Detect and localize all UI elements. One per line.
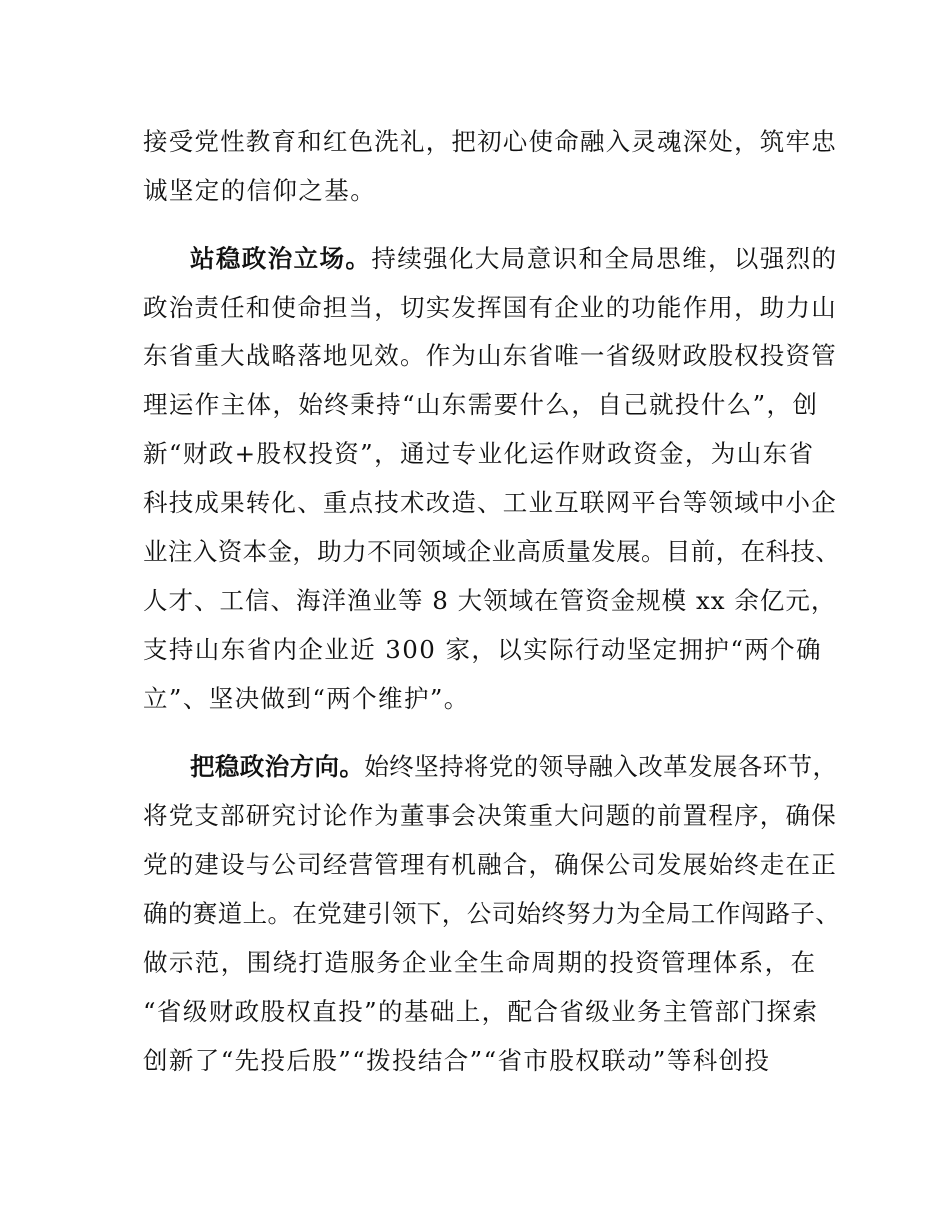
paragraph-2-line-8: 人才、工信、海洋渔业等 8 大领域在管资金规模 xx 余亿元， <box>143 586 837 615</box>
paragraph-2-line-1 <box>190 244 838 274</box>
paragraph-2-heading: 站稳政治立场。 <box>190 244 372 273</box>
paragraph-2-line-4: 理运作主体，始终秉持“山东需要什么，自己就投什么”，创 <box>143 390 819 419</box>
paragraph-3-heading: 把稳政治方向。 <box>190 752 365 781</box>
paragraph-3-line-6: “省级财政股权直投”的基础上，配合省级业务主管部门探索 <box>143 997 819 1026</box>
paragraph-2-line-2: 政治责任和使命担当，切实发挥国有企业的功能作用，助力山 <box>143 293 837 322</box>
paragraph-2-line-5: 新“财政+股权投资”，通过专业化运作财政资金，为山东省 <box>143 439 815 468</box>
paragraph-2-line-6: 科技成果转化、重点技术改造、工业互联网平台等领域中小企 <box>143 488 837 517</box>
paragraph-3-line-1 <box>190 752 837 782</box>
paragraph-3-line-3: 党的建设与公司经营管理有机融合，确保公司发展始终走在正 <box>143 850 837 879</box>
paragraph-2-line-1-text: 持续强化大局意识和全局思维，以强烈的 <box>371 244 838 273</box>
paragraph-3-line-4: 确的赛道上。在党建引领下，公司始终努力为全局工作闯路子、 <box>143 899 841 928</box>
paragraph-1-line-1: 接受党性教育和红色洗礼，把初心使命融入灵魂深处，筑牢忠 <box>143 127 837 156</box>
paragraph-2-line-3: 东省重大战略落地见效。作为山东省唯一省级财政股权投资管 <box>143 341 837 370</box>
paragraph-3-line-1-text: 始终坚持将党的领导融入改革发展各环节， <box>364 752 838 781</box>
paragraph-3-line-2: 将党支部研究讨论作为董事会决策重大问题的前置程序，确保 <box>143 801 837 830</box>
paragraph-2-line-7: 业注入资本金，助力不同领域企业高质量发展。目前，在科技、 <box>143 537 841 566</box>
paragraph-3-line-5: 做示范，围绕打造服务企业全生命周期的投资管理体系，在 <box>143 948 817 977</box>
paragraph-2-line-10: 立”、坚决做到“两个维护”。 <box>143 684 470 713</box>
paragraph-2-line-9: 支持山东省内企业近 300 家，以实际行动坚定拥护“两个确 <box>143 635 822 664</box>
paragraph-3-line-7: 创新了“先投后股”“拨投结合”“省市股权联动”等科创投 <box>143 1046 771 1075</box>
paragraph-1-line-2: 诚坚定的信仰之基。 <box>143 176 377 205</box>
